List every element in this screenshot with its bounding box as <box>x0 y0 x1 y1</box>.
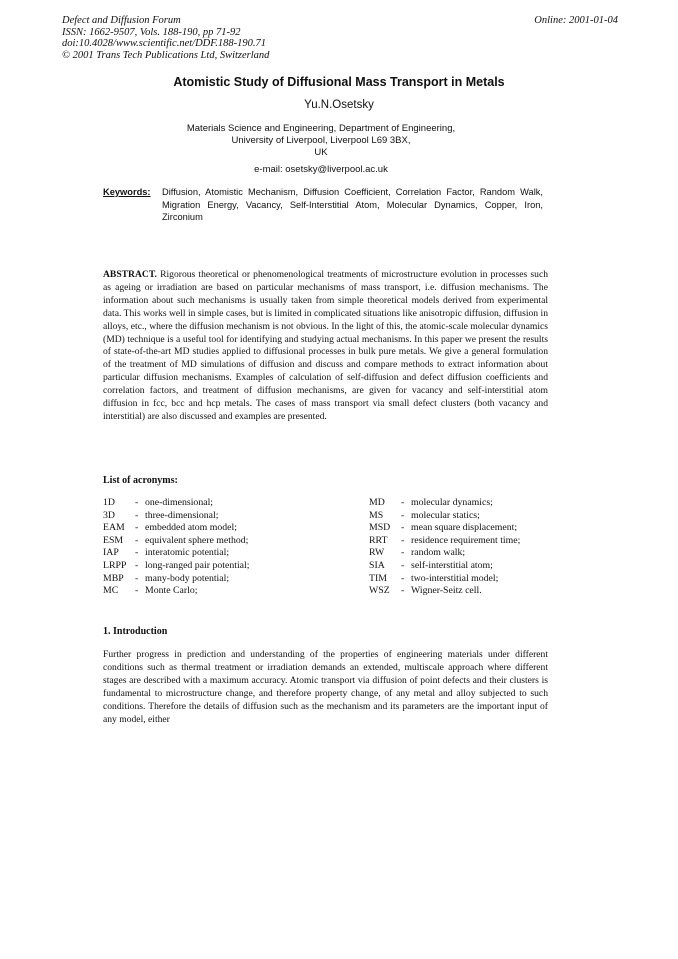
acronym-definition: self-interstitial atom; <box>411 559 493 571</box>
acronym-row <box>103 535 249 548</box>
acronym-definition: mean square displacement; <box>411 522 518 534</box>
doi-line: doi:10.4028/www.scientific.net/DDF.188-190.71 <box>62 38 267 49</box>
online-date: Online: 2001-01-04 <box>534 15 618 26</box>
acronym-row <box>369 573 520 586</box>
acronym-definition: equivalent sphere method; <box>145 534 249 546</box>
acronym-dash: - <box>135 547 139 559</box>
acronym-abbr: MSD <box>369 522 391 534</box>
keywords-text: Diffusion, Atomistic Mechanism, Diffusion Coefficient, Correlation Factor, Random Walk, Migration Energy, Vacancy, Self-Interstitial Atom, Molecular Dynamics, Copper, Iron, Zirconium <box>162 187 543 222</box>
acronym-definition: molecular dynamics; <box>411 497 493 508</box>
acronym-dash: - <box>401 509 405 521</box>
acronym-dash: - <box>401 547 405 559</box>
acronym-row <box>103 522 249 535</box>
acronym-abbr: 1D <box>103 497 115 508</box>
copyright-line: © 2001 Trans Tech Publications Ltd, Switzerland <box>62 49 270 61</box>
acronym-abbr: SIA <box>369 559 385 571</box>
affiliation-line: Materials Science and Engineering, Department of Engineering, <box>186 123 456 134</box>
acronym-row <box>369 547 520 560</box>
affiliation-line: UK <box>314 147 328 158</box>
acronym-definition: embedded atom model; <box>145 522 237 534</box>
acronym-definition: three-dimensional; <box>145 509 219 521</box>
acronym-definition: random walk; <box>411 547 466 559</box>
acronym-dash: - <box>135 585 139 597</box>
acronym-row <box>103 585 249 598</box>
acronym-definition: molecular statics; <box>411 509 480 521</box>
acronym-abbr: MBP <box>103 572 124 584</box>
acronym-dash: - <box>135 559 139 571</box>
abstract-label: ABSTRACT. <box>103 269 157 280</box>
acronym-definition: Wigner-Seitz cell. <box>411 585 482 597</box>
acronyms-left-column <box>103 497 249 598</box>
acronym-abbr: RRT <box>369 534 388 546</box>
acronym-definition: two-interstitial model; <box>411 572 499 584</box>
affiliation-line: University of Liverpool, Liverpool L69 3BX, <box>231 135 411 146</box>
acronym-dash: - <box>135 534 139 546</box>
keywords-label: Keywords: <box>103 187 151 197</box>
acronym-row <box>369 585 520 598</box>
acronym-definition: Monte Carlo; <box>145 585 198 597</box>
acronym-abbr: MD <box>369 497 385 508</box>
paper-title: Atomistic Study of Diffusional Mass Transport in Metals <box>173 75 505 89</box>
author-name: Yu.N.Osetsky <box>304 99 374 111</box>
acronym-definition: long-ranged pair potential; <box>145 559 250 571</box>
acronym-dash: - <box>401 559 405 571</box>
acronym-abbr: MS <box>369 509 384 521</box>
acronym-dash: - <box>401 522 405 534</box>
acronym-dash: - <box>401 497 405 508</box>
introduction-paragraph: Further progress in prediction and understanding of the properties of engineering materials under different conditions such as thermal treatment or irradiation demands an extended, multiscale approach where different stages are described with a maximum accuracy. Atomic transport via diffusion of point defects and their clusters is fundamental to microstructure change, and therefore property change, of any metal and alloy subjected to such conditions. Therefore the details of diffusion such as the mechanism and its parameters are the important input of any model, either <box>103 649 548 725</box>
section-heading-introduction: 1. Introduction <box>103 626 168 637</box>
acronym-dash: - <box>401 534 405 546</box>
acronym-row <box>369 560 520 573</box>
acronym-definition: one-dimensional; <box>145 497 214 508</box>
acronym-row <box>103 560 249 573</box>
acronym-abbr: EAM <box>103 522 125 534</box>
acronyms-right-column <box>369 497 520 598</box>
acronym-definition: interatomic potential; <box>145 547 230 559</box>
acronym-dash: - <box>135 572 139 584</box>
acronym-dash: - <box>401 572 405 584</box>
acronym-row <box>103 573 249 586</box>
affiliation <box>0 123 642 159</box>
acronym-dash: - <box>401 585 405 597</box>
acronym-row <box>369 522 520 535</box>
acronym-row <box>369 510 520 523</box>
acronym-dash: - <box>135 522 139 534</box>
acronym-abbr: MC <box>103 585 119 597</box>
acronym-row <box>103 497 249 510</box>
acronym-dash: - <box>135 509 139 521</box>
acronym-row <box>103 510 249 523</box>
acronym-abbr: IAP <box>103 547 119 559</box>
acronym-abbr: LRPP <box>103 559 127 571</box>
acronym-definition: many-body potential; <box>145 572 230 584</box>
acronym-row <box>369 535 520 548</box>
acronym-abbr: ESM <box>103 534 124 546</box>
acronym-abbr: TIM <box>369 572 387 584</box>
citation-header <box>62 15 618 61</box>
acronym-row <box>369 497 520 510</box>
issn-line: ISSN: 1662-9507, Vols. 188-190, pp 71-92 <box>62 26 241 38</box>
abstract-block <box>103 269 548 424</box>
acronym-row <box>103 547 249 560</box>
acronym-abbr: WSZ <box>369 585 390 597</box>
acronym-definition: residence requirement time; <box>411 534 521 546</box>
acronym-abbr: 3D <box>103 509 115 521</box>
journal-name: Defect and Diffusion Forum <box>62 15 181 26</box>
abstract-text: Rigorous theoretical or phenomenological treatments of microstructure evolution in processes such as ageing or irradiation are based on particular mechanisms of mass transport, i.e. diffusion mechanisms. The information about such mechanisms is usually taken from simple theoretical models derived from experimental data. This works well in simple cases, but is limited in complicated situations like anisotropic diffusion, diffusion in alloys, etc., where the diffusion mechanism is not obvious. In the light of this, the atomic-scale molecular dynamics (MD) technique is a useful tool for identifying and studying actual mechanisms. In this paper we present the results of state-of-the-art MD studies applied to diffusional processes in bulk pure metals. We give a general formulation of the treatment of MD simulations of diffusion and discuss and compare methods to extract information about particular diffusion mechanisms. Examples of calculation of self-diffusion and defect diffusion coefficients and correlation factors, and treatment of diffusion mechanisms, are given for vacancy and self-interstitial atom diffusion in fcc, bcc and hcp metals. The cases of mass transport via small defect clusters (both vacancy and interstitial) are also discussed and examples are presented. <box>103 269 548 422</box>
acronym-abbr: RW <box>369 547 385 559</box>
keywords-block <box>103 186 543 224</box>
acronym-dash: - <box>135 497 139 508</box>
author-email: e-mail: osetsky@liverpool.ac.uk <box>254 164 388 175</box>
acronyms-heading: List of acronyms: <box>103 475 178 486</box>
